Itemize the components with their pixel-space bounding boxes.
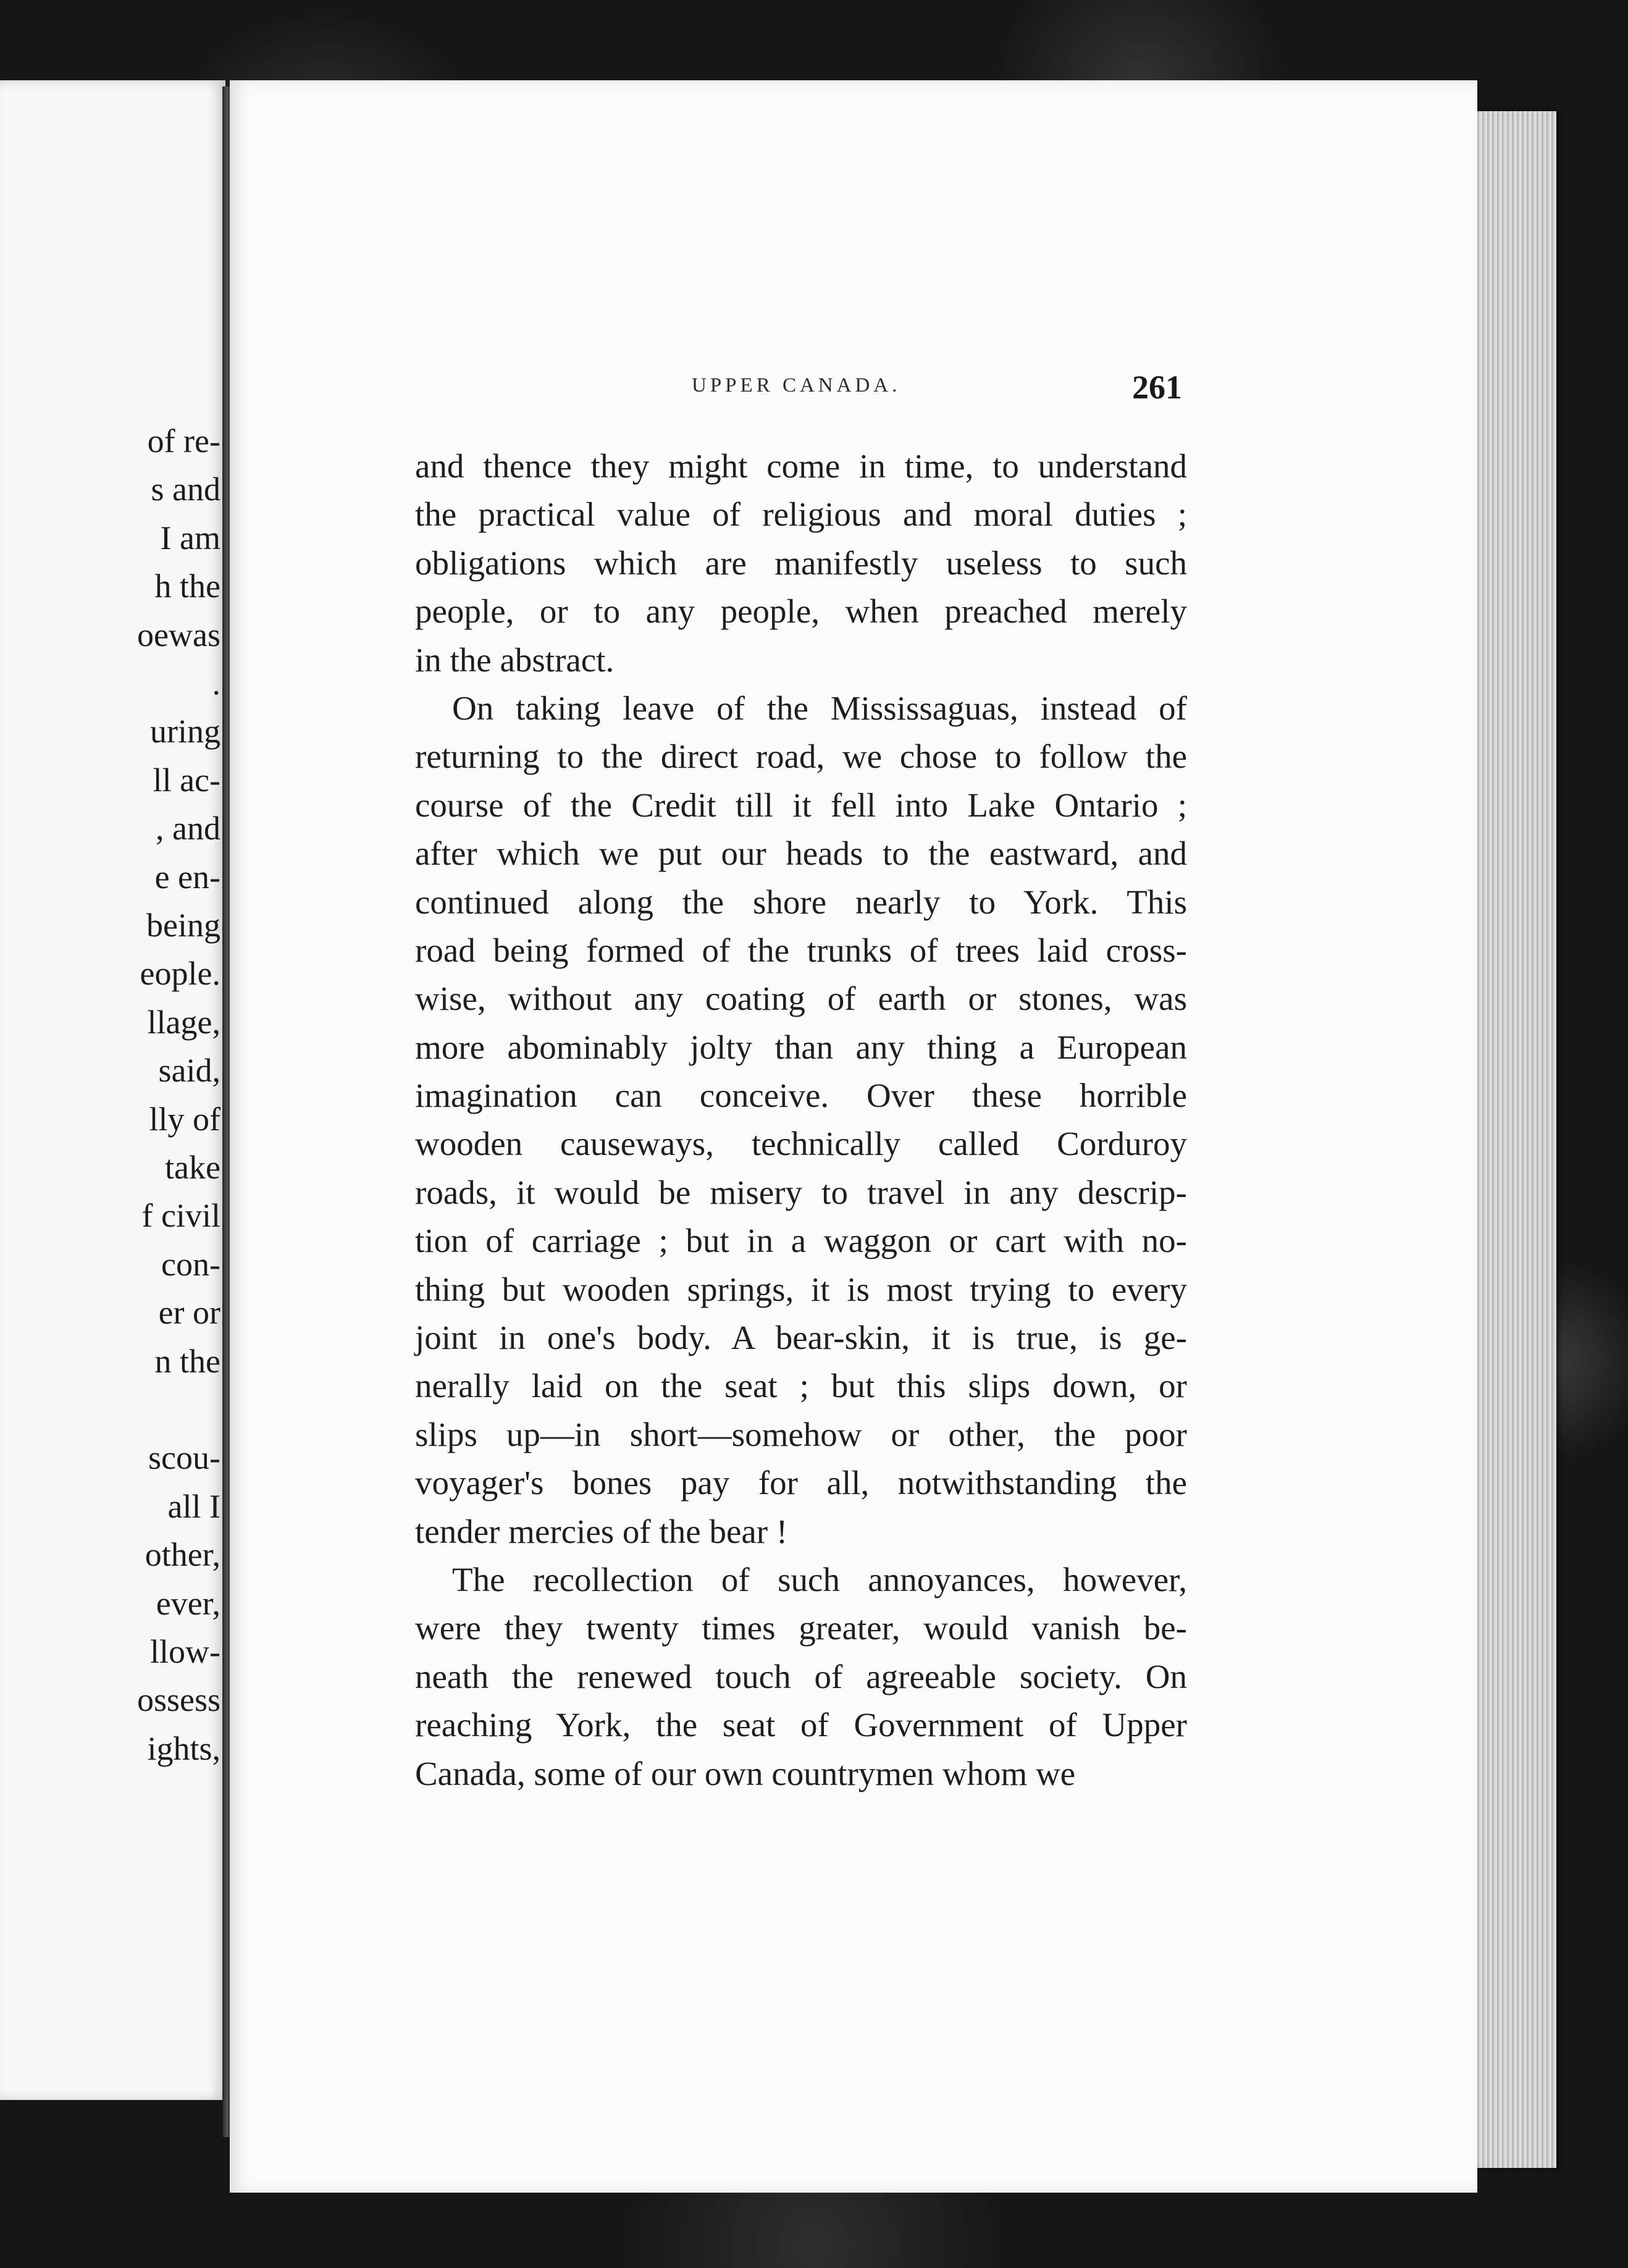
left-page-line: con- bbox=[161, 1245, 220, 1283]
text-line: people, or to any people, when preached merely bbox=[415, 592, 1187, 631]
left-page-line: said, bbox=[158, 1052, 220, 1090]
left-page-line: , and bbox=[156, 810, 220, 847]
text-line: the practical value of religious and moral duties ; bbox=[415, 495, 1187, 534]
body-text bbox=[415, 442, 1187, 1798]
text-line: neath the renewed touch of agreeable society. On bbox=[415, 1657, 1187, 1695]
left-page-line: uring bbox=[150, 713, 220, 750]
text-line: joint in one's body. A bear-skin, it is true, is ge- bbox=[415, 1319, 1187, 1357]
text-line: imagination can conceive. Over these horrible bbox=[415, 1077, 1187, 1115]
left-page-line: n the bbox=[154, 1342, 220, 1380]
left-page-line: take bbox=[165, 1149, 220, 1186]
text-line: obligations which are manifestly useless to such bbox=[415, 544, 1187, 582]
text-line: were they twenty times greater, would vanish be- bbox=[415, 1609, 1187, 1647]
left-page-line: e en- bbox=[154, 858, 220, 896]
left-page-line: ll ac- bbox=[153, 761, 220, 799]
text-line: and thence they might come in time, to understand bbox=[415, 447, 1187, 485]
text-line: tender mercies of the bear ! bbox=[415, 1512, 788, 1550]
text-line: wooden causeways, technically called Corduroy bbox=[415, 1125, 1187, 1163]
left-page-line: eople. bbox=[140, 955, 220, 993]
left-page-line: oewas bbox=[137, 616, 220, 653]
text-line: in the abstract. bbox=[415, 640, 615, 679]
text-line: wise, without any coating of earth or stones, was bbox=[415, 980, 1187, 1018]
left-page-line: of re- bbox=[147, 422, 220, 460]
left-page-line: ights, bbox=[147, 1729, 220, 1767]
left-page-line: . bbox=[212, 665, 220, 702]
left-page-line: ever, bbox=[156, 1584, 220, 1622]
text-line: thing but wooden springs, it is most trying to every bbox=[415, 1270, 1187, 1308]
text-line: nerally laid on the seat ; but this slips down, or bbox=[415, 1367, 1187, 1405]
text-line: more abominably jolty than any thing a European bbox=[415, 1028, 1187, 1066]
left-page-line: I am bbox=[160, 519, 220, 556]
text-line: voyager's bones pay for all, notwithstanding the bbox=[415, 1464, 1187, 1502]
text-line: course of the Credit till it fell into Lake Ontario ; bbox=[415, 786, 1187, 824]
text-line: roads, it would be misery to travel in any descrip- bbox=[415, 1173, 1187, 1211]
text-line: tion of carriage ; but in a waggon or cart with no- bbox=[415, 1222, 1187, 1260]
left-page-line: ossess bbox=[136, 1681, 220, 1719]
text-line: The recollection of such annoyances, however, bbox=[452, 1560, 1187, 1598]
page-edge bbox=[1470, 111, 1556, 2168]
left-page-line: lly of bbox=[149, 1100, 220, 1138]
text-line: On taking leave of the Mississaguas, instead of bbox=[452, 689, 1187, 727]
left-page-line: scou- bbox=[148, 1439, 220, 1477]
left-page-line: being bbox=[146, 907, 220, 944]
text-line: returning to the direct road, we chose to follow the bbox=[415, 737, 1187, 776]
left-page-line: er or bbox=[158, 1294, 220, 1332]
text-line: road being formed of the trunks of trees laid cross- bbox=[415, 931, 1187, 969]
left-page-line: llage, bbox=[147, 1003, 220, 1041]
left-page-line: h the bbox=[154, 568, 220, 605]
left-page bbox=[0, 80, 225, 2100]
left-page-line: other, bbox=[145, 1536, 220, 1574]
left-page-line: s and bbox=[151, 471, 220, 508]
text-line: after which we put our heads to the eastward, and bbox=[415, 834, 1187, 873]
left-page-line: all I bbox=[167, 1487, 220, 1525]
page-number: 261 bbox=[1132, 369, 1182, 406]
text-line: continued along the shore nearly to York. This bbox=[415, 883, 1187, 921]
left-page-line: llow- bbox=[150, 1633, 220, 1670]
running-head: UPPER CANADA. bbox=[692, 374, 901, 397]
text-line: slips up—in short—somehow or other, the poor bbox=[415, 1415, 1187, 1453]
left-page-line: f civil bbox=[141, 1197, 220, 1235]
text-line: Canada, some of our own countrymen whom we bbox=[415, 1754, 1076, 1792]
text-line: reaching York, the seat of Government of Upper bbox=[415, 1706, 1187, 1744]
